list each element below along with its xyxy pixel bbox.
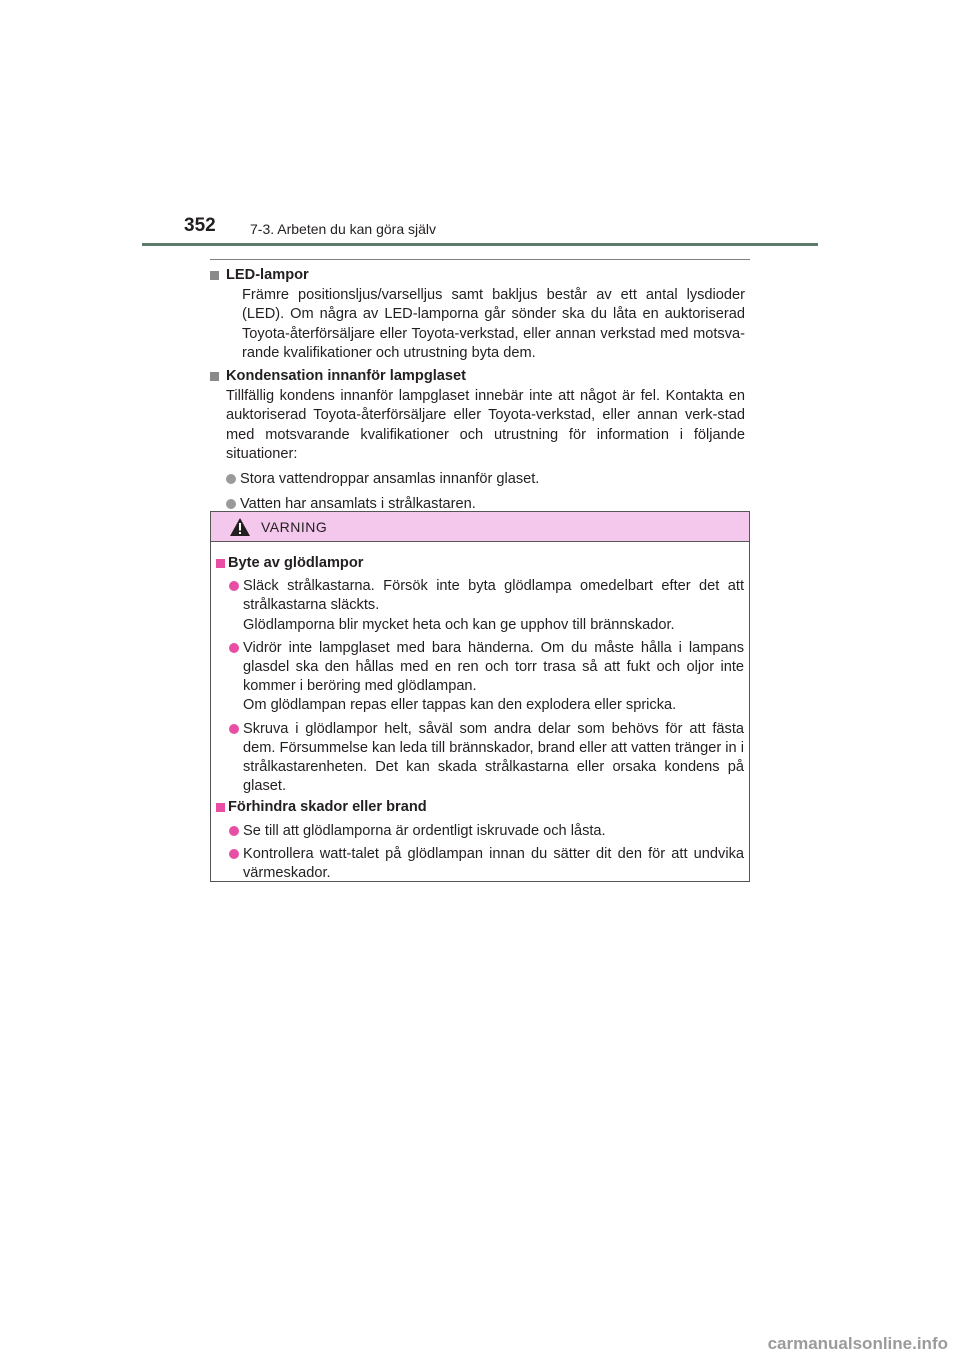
square-bullet-icon xyxy=(210,372,219,381)
warning-section-fire xyxy=(216,798,744,883)
led-paragraph xyxy=(210,286,745,363)
list-item-text: Vatten har ansamlats i strålkastaren. xyxy=(240,496,476,513)
condensation-heading xyxy=(210,367,745,386)
list-item xyxy=(216,720,744,797)
list-item-extra: Glödlamporna blir mycket heta och kan ge upphov till brännskador. xyxy=(243,616,675,633)
bullet-dot-icon xyxy=(229,849,239,859)
page-number: 352 xyxy=(184,215,216,236)
condensation-paragraph xyxy=(210,387,745,514)
list-item xyxy=(226,470,745,489)
condensation-text: Tillfällig kondens innanför lampglaset innebär inte att något är fel. Kontakta en auktoriserad Toyota-återförsäljare eller Toyota-verkstad, eller annan verk-stad med motsvarande kvalifikationer och utrustning för information i följande situationer: xyxy=(226,388,745,462)
led-heading xyxy=(210,266,745,285)
warning-section-heading-text: Byte av glödlampor xyxy=(228,555,364,571)
bullet-dot-icon xyxy=(229,724,239,734)
warning-section-heading xyxy=(216,554,744,573)
warning-box xyxy=(210,511,750,882)
list-item-text: Vidrör inte lampglaset med bara händerna. Om du måste hålla i lampans glasdel ska den hållas med en ren och torr trasa så att fukt och oljor inte kommer i beröring med glödlampan. xyxy=(243,639,744,695)
watermark: carmanualsonline.info xyxy=(767,1334,948,1353)
list-item-text: Stora vattendroppar ansamlas innanför glaset. xyxy=(240,471,540,488)
square-bullet-icon xyxy=(216,803,225,812)
list-item xyxy=(216,639,744,716)
bullet-dot-icon xyxy=(229,643,239,653)
led-heading-text: LED-lampor xyxy=(226,267,309,283)
bullet-dot-icon xyxy=(229,581,239,591)
main-content xyxy=(210,266,745,514)
list-item-text: Kontrollera watt-talet på glödlampan innan du sätter dit den för att undvika värmeskador. xyxy=(243,845,744,882)
warning-section-bulbs xyxy=(216,554,744,796)
bullet-dot-icon xyxy=(229,826,239,836)
list-item-text: Släck strålkastarna. Försök inte byta glödlampa omedelbart efter det att strålkastarna släckts. xyxy=(243,578,744,614)
list-item-text: Se till att glödlamporna är ordentligt iskruvade och låsta. xyxy=(243,822,606,839)
list-item xyxy=(216,577,744,635)
section-title: 7-3. Arbeten du kan göra själv xyxy=(250,221,437,237)
square-bullet-icon xyxy=(210,271,219,280)
square-bullet-icon xyxy=(216,559,225,568)
warning-triangle-icon xyxy=(229,517,251,537)
section-divider xyxy=(210,259,750,260)
warning-title: VARNING xyxy=(261,519,328,535)
list-item xyxy=(216,822,744,841)
warning-body xyxy=(216,554,744,885)
warning-header xyxy=(211,512,749,542)
bullet-dot-icon xyxy=(226,499,236,509)
list-item xyxy=(216,845,744,883)
condensation-heading-text: Kondensation innanför lampglaset xyxy=(226,368,467,385)
list-item-text: Skruva i glödlampor helt, såväl som andra delar som behövs för att fästa dem. Försummelse kan leda till brännskador, brand eller att vatten tränger in i strålkastarenheten. Det kan skada strålkastarna eller orsaka kondens på glaset. xyxy=(243,720,744,795)
warning-section-heading-text: Förhindra skador eller brand xyxy=(228,799,427,816)
warning-section-heading xyxy=(216,798,744,817)
header-rule xyxy=(142,243,818,246)
list-item-extra: Om glödlampan repas eller tappas kan den explodera eller spricka. xyxy=(243,697,677,714)
bullet-dot-icon xyxy=(226,474,236,484)
led-text: Främre positionsljus/varselljus samt bakljus består av ett antal lysdioder (LED). Om några av LED-lamporna går sönder ska du låta en auktoriserad Toyota-återförsäljare eller Toyota-verkstad, eller annan verkstad med motsva-rande kvalifikationer och utrustning byta dem. xyxy=(242,287,745,361)
